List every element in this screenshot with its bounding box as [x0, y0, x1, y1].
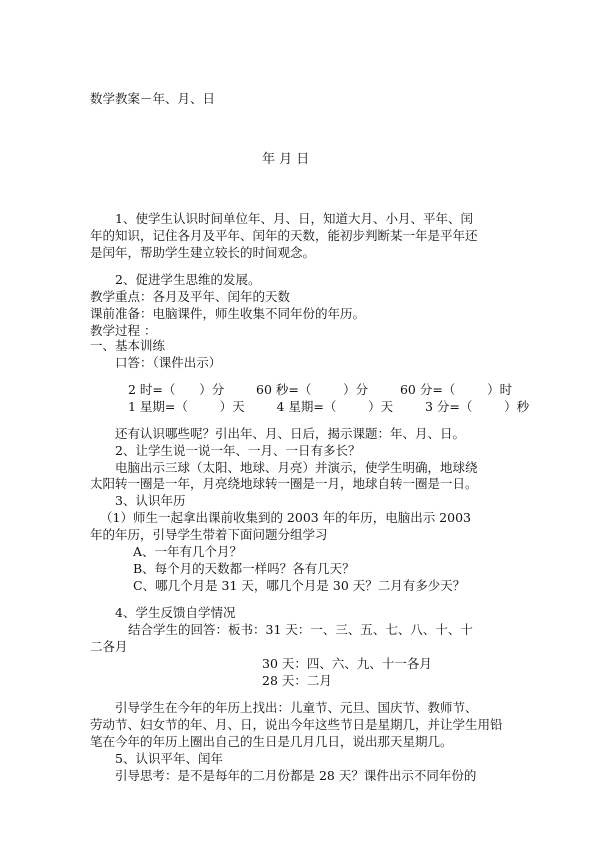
paragraph-line: 劳动节、妇女节的年、月、日，说出今年这些节日是星期几，并让学生用铅: [90, 717, 503, 732]
paragraph-line: 教学重点：各月及平年、闰年的天数: [90, 289, 291, 304]
paragraph-line: 笔在今年的年历上圈出自己的生日是几月几日，说出那天星期几。: [90, 734, 453, 749]
paragraph-line: 结合学生的回答：板书：31 天：一、三、五、七、八、十、十: [128, 622, 473, 637]
paragraph-line: 太阳转一圈是一年，月亮绕地球转一圈是一月，地球自转一圈是一日。: [90, 476, 478, 491]
paragraph-line: 引导学生在今年的年历上找出：儿童节、元旦、国庆节、教师节、: [115, 700, 478, 715]
paragraph-line: 教学过程 ：: [90, 323, 157, 338]
question-item: B、每个月的天数都一样吗？各有几天？: [133, 561, 355, 576]
paragraph-line: 年的知识，记住各月及平年、闰年的天数，能初步判断某一年是平年还: [90, 228, 478, 243]
paragraph-line: 5、认识平年、闰年: [115, 751, 223, 766]
paragraph-line: 二各月: [90, 639, 128, 654]
exercise-line: 1 星期=（ ）天 4 星期=（ ）天 3 分=（ ）秒: [128, 399, 530, 414]
paragraph-line: 是闰年，帮助学生建立较长的时间观念。: [90, 245, 316, 260]
board-line: 28 天：二月: [262, 673, 332, 688]
question-item: C、哪几个月是 31 天，哪几个月是 30 天？二月有多少天？: [133, 578, 466, 593]
paragraph-line: 年的年历，引导学生带着下面问题分组学习: [90, 527, 328, 542]
paragraph-line: 电脑出示三球（太阳、地球、月亮）并演示，使学生明确，地球绕: [115, 460, 478, 475]
document-title: 年 月 日: [262, 152, 310, 167]
exercise-line: 2 时=（ ）分 60 秒=（ ）分 60 分=（ ）时: [128, 382, 513, 397]
paragraph-line: 2、让学生说一说一年、一月、一日有多长？: [115, 443, 361, 458]
paragraph-line: 3、认识年历: [115, 493, 186, 508]
paragraph-line: 课前准备：电脑课件，师生收集不同年份的年历。: [90, 306, 366, 321]
paragraph-line: 4、学生反馈自学情况: [115, 605, 236, 620]
paragraph-line: （1）师生一起拿出课前收集到的 2003 年的年历，电脑出示 2003: [100, 510, 471, 525]
paragraph-line: 引导思考：是不是每年的二月份都是 28 天？课件出示不同年份的: [115, 768, 477, 783]
section-heading: 一、基本训练: [90, 338, 166, 353]
question-item: A、一年有几个月？: [133, 544, 243, 559]
board-line: 30 天：四、六、九、十一各月: [262, 656, 432, 671]
paragraph-line: 还有认识哪些呢？引出年、月、日后，揭示课题：年、月、日。: [115, 426, 466, 441]
paragraph-line: 2、促进学生思维的发展。: [115, 272, 261, 287]
paragraph-line: 1、使学生认识时间单位年、月、日，知道大月、小月、平年、闰: [115, 211, 473, 226]
paragraph-line: 口答：（课件出示）: [115, 355, 222, 370]
document-header: 数学教案－年、月、日: [90, 91, 216, 106]
